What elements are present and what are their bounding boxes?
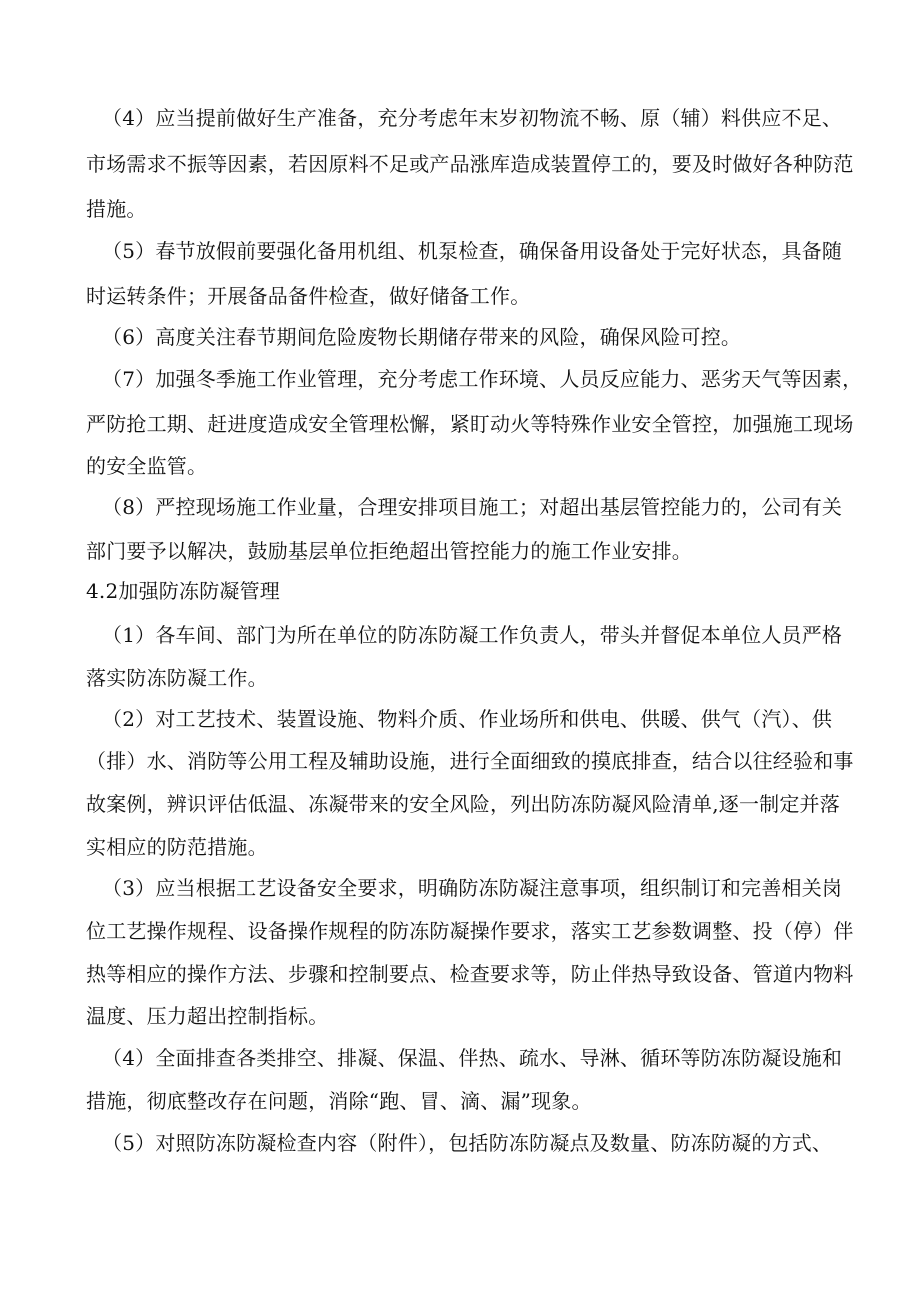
paragraph-2-line-3: 故案例，辨识评估低温、冻凝带来的安全风险，列出防冻防凝风险清单,逐一制定并落 — [86, 792, 840, 816]
paragraph-2-line-1: （2）对工艺技术、装置设施、物料介质、作业场所和供电、供暖、供气（汽）、供 — [102, 707, 833, 731]
paragraph-3-line-2: 位工艺操作规程、设备操作规程的防冻防凝操作要求，落实工艺参数调整、投（停）伴 — [86, 919, 854, 943]
paragraph-4a-line-3: 措施。 — [86, 197, 147, 221]
paragraph-7-line-2: 严防抢工期、赶进度造成安全管理松懈，紧盯动火等特殊作业安全管控，加强施工现场 — [86, 412, 854, 436]
paragraph-4a-line-2: 市场需求不振等因素，若因原料不足或产品涨库造成装置停工的，要及时做好各种防范 — [86, 152, 854, 176]
paragraph-3-line-1: （3）应当根据工艺设备安全要求，明确防冻防凝注意事项，组织制订和完善相关岗 — [102, 876, 843, 900]
paragraph-1-line-2: 落实防冻防凝工作。 — [86, 666, 268, 690]
section-heading-4-2: 4.2加强防冻防凝管理 — [86, 579, 281, 603]
paragraph-4a-line-1: （4）应当提前做好生产准备，充分考虑年末岁初物流不畅、原（辅）料供应不足、 — [102, 106, 843, 130]
paragraph-7-line-3: 的安全监管。 — [86, 454, 208, 478]
paragraph-4b-line-1: （4）全面排查各类排空、排凝、保温、伴热、疏水、导淋、循环等防冻防凝设施和 — [102, 1046, 843, 1070]
paragraph-1-line-1: （1）各车间、部门为所在单位的防冻防凝工作负责人，带头并督促本单位人员严格 — [102, 623, 843, 647]
paragraph-5a-line-2: 时运转条件；开展备品备件检查，做好储备工作。 — [86, 284, 531, 308]
paragraph-8-line-1: （8）严控现场施工作业量，合理安排项目施工；对超出基层管控能力的，公司有关 — [102, 495, 843, 519]
paragraph-3-line-4: 温度、压力超出控制指标。 — [86, 1004, 329, 1028]
paragraph-4b-line-2: 措施，彻底整改存在问题，消除“跑、冒、滴、漏”现象。 — [86, 1089, 592, 1113]
paragraph-2-line-4: 实相应的防范措施。 — [86, 835, 268, 859]
paragraph-5b-line-1: （5）对照防冻防凝检查内容（附件），包括防冻防凝点及数量、防冻防凝的方式、 — [102, 1131, 833, 1155]
paragraph-8-line-2: 部门要予以解决，鼓励基层单位拒绝超出管控能力的施工作业安排。 — [86, 539, 692, 563]
paragraph-6-line-1: （6）高度关注春节期间危险废物长期储存带来的风险，确保风险可控。 — [102, 325, 742, 349]
paragraph-3-line-3: 热等相应的操作方法、步骤和控制要点、检查要求等，防止伴热导致设备、管道内物料 — [86, 962, 854, 986]
paragraph-2-line-2: （排）水、消防等公用工程及辅助设施，进行全面细致的摸底排查，结合以往经验和事 — [86, 749, 854, 773]
paragraph-5a-line-1: （5）春节放假前要强化备用机组、机泵检查，确保备用设备处于完好状态，具备随 — [102, 239, 843, 263]
paragraph-7-line-1: （7）加强冬季施工作业管理，充分考虑工作环境、人员反应能力、恶劣天气等因素， — [102, 367, 863, 391]
